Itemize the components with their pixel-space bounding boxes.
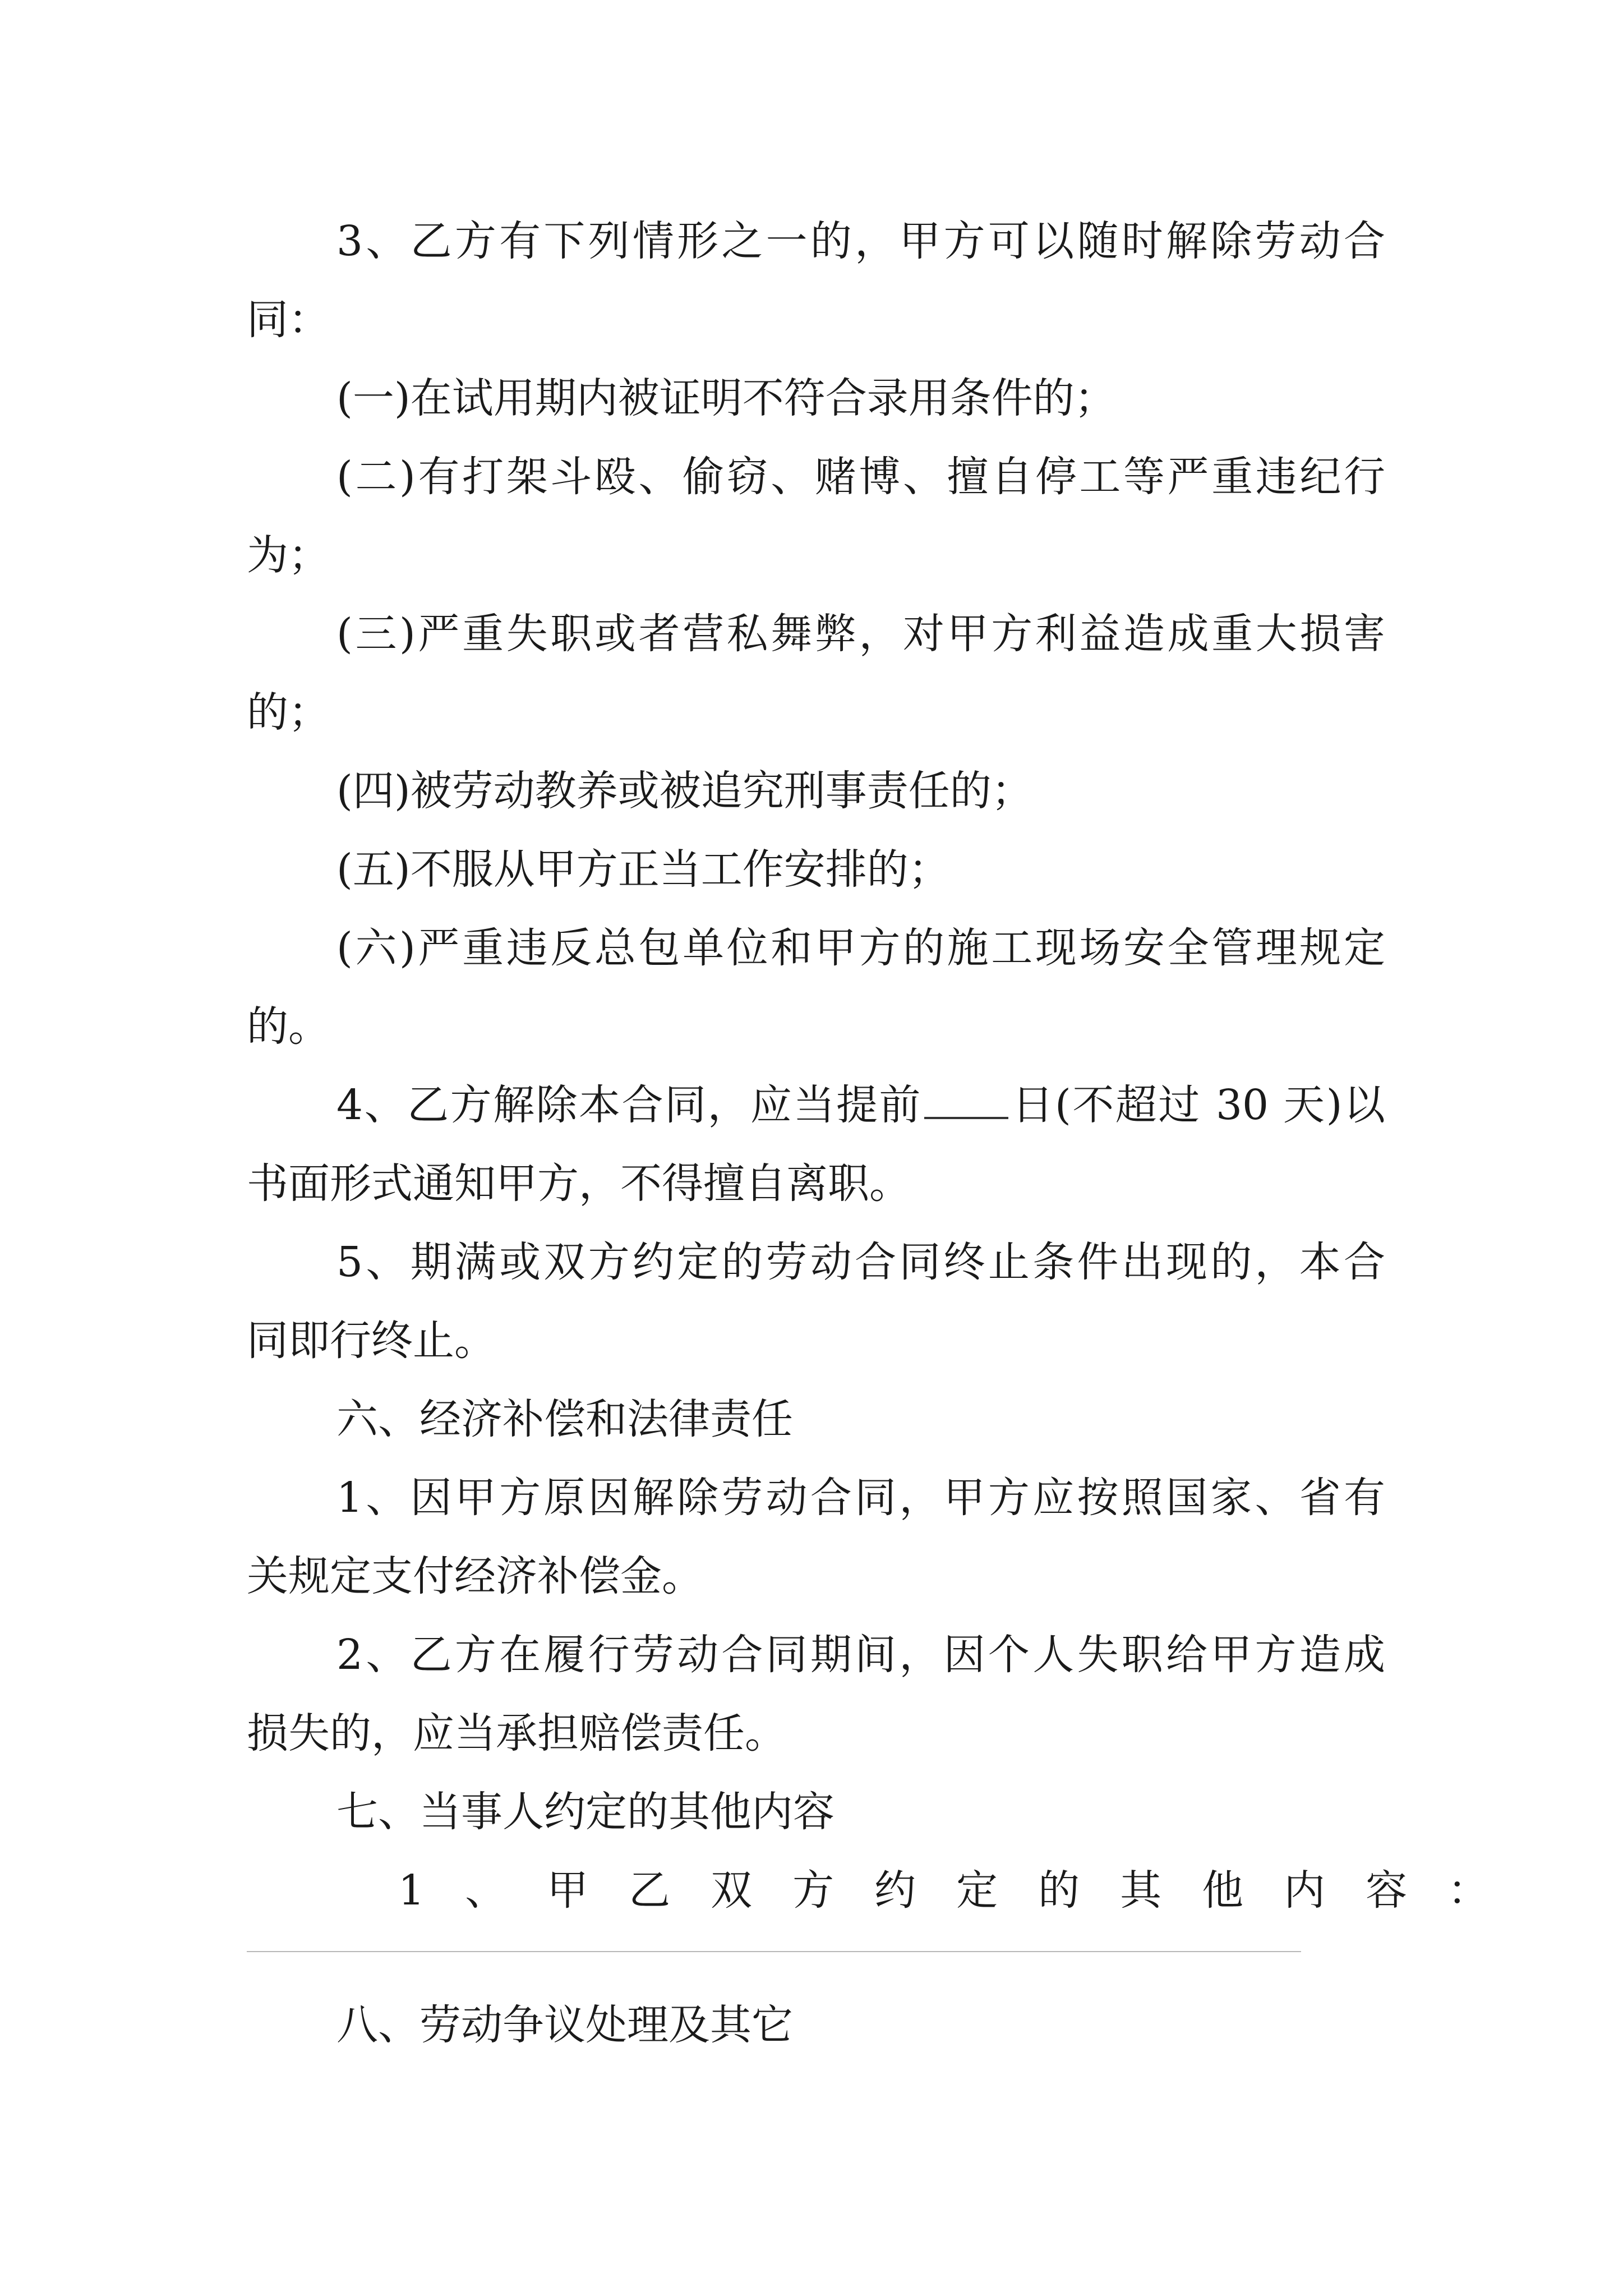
item-3-line-1: (三)严重失职或者营私舞弊，对甲方利益造成重大损害	[336, 610, 1385, 658]
s6-clause-2-line-1: 2、乙方在履行劳动合同期间，因个人失职给甲方造成	[336, 1631, 1385, 1679]
section-8-block	[247, 1986, 1385, 2064]
item-4-line: (四)被劳动教养或被追究刑事责任的；	[336, 767, 1033, 815]
clause-4-line-1	[247, 1066, 1385, 1144]
item-3-line-2: 的；	[247, 688, 330, 737]
s6-clause-1-line-1: 1、因甲方原因解除劳动合同，甲方应按照国家、省有	[336, 1474, 1385, 1522]
fill-in-blank-days[interactable]	[924, 1079, 1008, 1119]
section-7-heading: 七、当事人约定的其他内容	[336, 1788, 834, 1836]
clause-3-line-1: 3、乙方有下列情形之一的，甲方可以随时解除劳动合	[336, 217, 1385, 265]
document-page	[247, 202, 1530, 1930]
clause-4-text-a: 4、乙方解除本合同，应当提前	[336, 1081, 923, 1129]
item-2-line-1: (二)有打架斗殴、偷窃、赌博、擅自停工等严重违纪行	[336, 453, 1385, 501]
s6-clause-2-line-2: 损失的，应当承担赔偿责任。	[247, 1709, 786, 1757]
clause-5-line-1: 5、期满或双方约定的劳动合同终止条件出现的，本合	[336, 1238, 1385, 1286]
fill-in-line	[247, 1951, 1301, 1952]
clause-3-line-2: 同：	[247, 296, 330, 344]
item-2-line-2: 为；	[247, 531, 330, 579]
s6-clause-1-line-2: 关规定支付经济补偿金。	[247, 1552, 703, 1600]
clause-4-text-b: 日(不超过 30 天)以	[1011, 1081, 1385, 1129]
s7-clause-1-line: 1、甲乙双方约定的其他内容：	[398, 1866, 1530, 1915]
item-6-line-2: 的。	[247, 1002, 330, 1051]
clause-4-line-2: 书面形式通知甲方，不得擅自离职。	[247, 1159, 911, 1208]
item-1-line: (一)在试用期内被证明不符合录用条件的；	[336, 374, 1116, 422]
item-6-line-1: (六)严重违反总包单位和甲方的施工现场安全管理规定	[336, 924, 1385, 972]
clause-5-line-2: 同即行终止。	[247, 1317, 496, 1365]
section-8-heading: 八、劳动争议处理及其它	[336, 2001, 793, 2049]
item-5-line: (五)不服从甲方正当工作安排的；	[336, 845, 950, 894]
section-6-heading: 六、经济补偿和法律责任	[336, 1395, 793, 1443]
